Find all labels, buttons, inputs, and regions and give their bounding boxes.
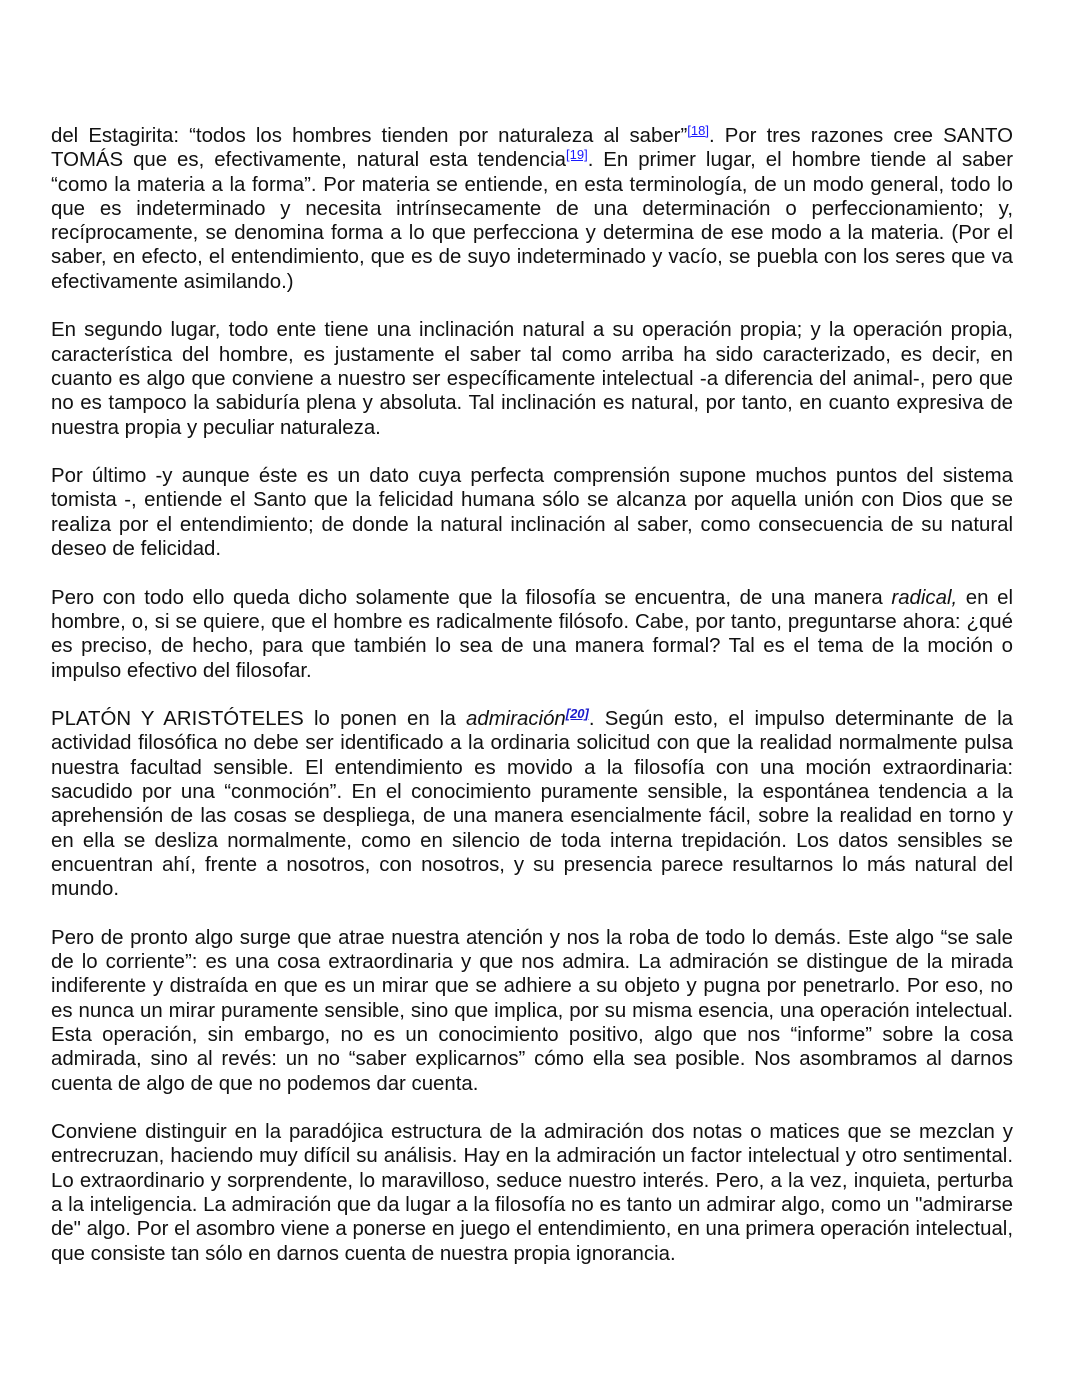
text-span: . En primer lugar, el hombre tiende al saber “como la materia a la forma”. Por materia se entiende, en esta terminología, de un modo general, todo lo que es indeterminado y necesita intrínsecamente de una determinación o perfeccionamiento; y, recíprocamente, se denomina forma a lo que perfecciona y determina de ese modo a la materia. (Por el saber, en efecto, el entendimiento, que es de suyo indeterminado y vacío, se puebla con los seres que va efectivamente asimilando.) [51,149,1013,293]
text-span: . Según esto, el impulso determinante de la actividad filosófica no debe ser identificado a la ordinaria solicitud con que la realidad normalmente pulsa nuestra facultad sensible. El entendimiento es movido a la filosofía con una moción extraordinaria: sacudido por una “conmoción”. En el conocimiento puramente sensible, la espontánea tendencia a la aprehensión de las cosas se despliega, de una manera esencialmente fácil, sobre la realidad en torno y en ella se desliza normalmente, como en silencio de toda interna trepidación. Los datos sensibles se encuentran ahí, frente a nosotros, con nosotros, y su presencia parece resultarnos lo más natural del mundo. [51,708,1013,901]
text-span: PLATÓN Y ARISTÓTELES lo ponen en la [51,708,467,731]
italic-text: admiración [466,708,566,731]
italic-text: radical, [891,586,958,609]
text-span: En segundo lugar, todo ente tiene una inclinación natural a su operación propia; y la operación propia, característica del hombre, es justamente el saber tal como arriba ha sido caracterizado, es decir, en cuanto es algo que conviene a nuestro ser específicamente intelectual -a diferencia del animal-, pero que no es tampoco la sabiduría plena y absoluta. Tal inclinación es natural, por tanto, en cuanto expresiva de nuestra propia y peculiar naturaleza. [51,319,1013,439]
document-page [51,124,1013,1290]
text-span: Conviene distinguir en la paradójica estructura de la admiración dos notas o matices que se mezclan y entrecruzan, haciendo muy difícil su análisis. Hay en la admiración un factor intelectual y otro sentimental. Lo extraordinario y sorprendente, lo maravilloso, seduce nuestro interés. Pero, a la vez, inquieta, perturba a la inteligencia. La admiración que da lugar a la filosofía no es tanto un admirar algo, como un "admirarse de" algo. Por el asombro viene a ponerse en juego el entendimiento, en una primera operación intelectual, que consiste tan sólo en darnos cuenta de nuestra propia ignorancia. [51,1121,1013,1265]
footnote-link-20[interactable]: [20] [565,706,589,722]
text-span: . Por tres razones cree SANTO TOMÁS que es, efectivamente, natural esta tendencia [51,125,1014,172]
text-span: Por último -y aunque éste es un dato cuya perfecta comprensión supone muchos puntos del sistema tomista -, entiende el Santo que la felicidad humana sólo se alcanza por aquella unión con Dios que se realiza por el entendimiento; de donde la natural inclinación al saber, como consecuencia de su natural deseo de felicidad. [51,465,1013,561]
footnote-link-18[interactable]: [18] [687,123,709,138]
paragraph-2 [51,318,1013,439]
footnote-link-19[interactable]: [19] [566,147,588,163]
text-span: del Estagirita: “todos los hombres tienden por naturaleza al saber” [51,125,688,147]
text-span: en el hombre, o, si se quiere, que el hombre es radicalmente filósofo. Cabe, por tanto, preguntarse ahora: ¿qué es preciso, de hecho, para que también lo sea de una manera formal? Tal es el tema de la moción o impulso efectivo del filosofar. [51,586,1013,682]
paragraph-1 [51,124,1013,294]
paragraph-4 [51,586,1013,683]
paragraph-7 [51,1120,1013,1266]
paragraph-6 [51,926,1013,1096]
text-span: Pero con todo ello queda dicho solamente que la filosofía se encuentra, de una manera [51,586,892,609]
paragraph-3 [51,464,1013,561]
text-span: Pero de pronto algo surge que atrae nuestra atención y nos la roba de todo lo demás. Este algo “se sale de lo corriente”: es una cosa extraordinaria y que nos admira. La admiración se distingue de la mirada indiferente y distraída en que es un mirar que se adhiere a su objeto y pugna por penetrarlo. Por eso, no es nunca un mirar puramente sensible, sino que implica, por su misma esencia, una operación intelectual. Esta operación, sin embargo, no es un conocimiento positivo, algo que nos “informe” sobre la cosa admirada, sino al revés: un no “saber explicarnos” cómo ella sea posible. Nos asombramos al darnos cuenta de algo de que no podemos dar cuenta. [51,926,1013,1095]
paragraph-5 [51,707,1013,901]
